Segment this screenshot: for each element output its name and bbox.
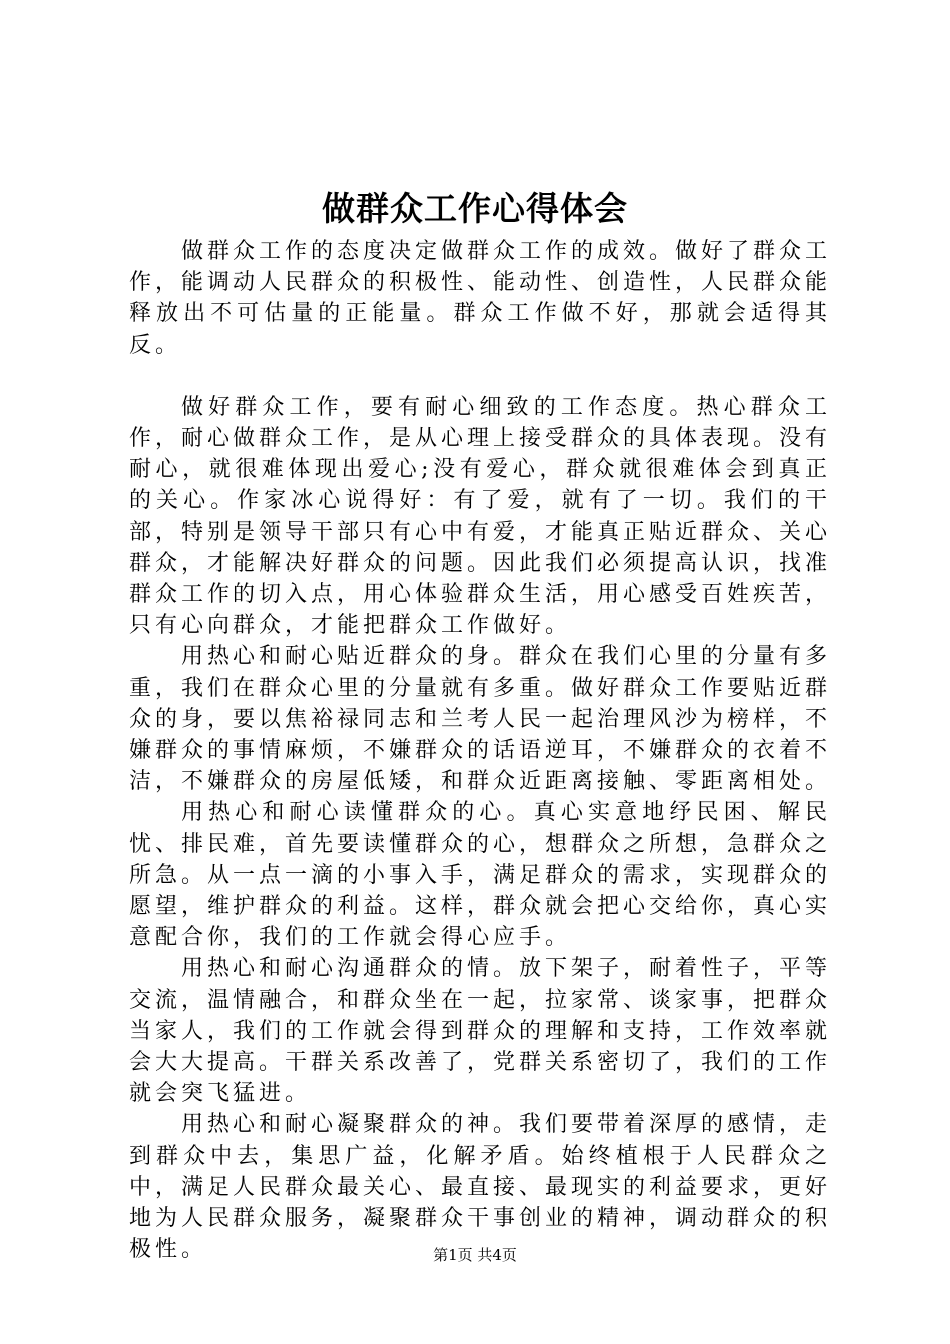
page-number-footer: 第1页 共4页 [433,1246,517,1264]
paragraph-understand-heart: 用热心和耐心读懂群众的心。真心实意地纾民困、解民忧、排民难，首先要读懂群众的心，想群众之所想，急群众之所急。从一点一滴的小事入手，满足群众的需求，实现群众的愿望，维护群众的利益。这样，群众就会把心交给你，真心实意配合你，我们的工作就会得心应手。 [129,800,832,951]
document-title: 做群众工作心得体会 [322,189,628,228]
paragraph-unite-spirit: 用热心和耐心凝聚群众的神。我们要带着深厚的感情，走到群众中去，集思广益，化解矛盾。始终植根于人民群众之中，满足人民群众最关心、最直接、最现实的利益要求，更好地为人民群众服务，凝聚群众干事创业的精神，调动群众的积极性。 [129,1112,832,1263]
paragraph-communicate: 用热心和耐心沟通群众的情。放下架子，耐着性子，平等交流，温情融合，和群众坐在一起，拉家常、谈家事，把群众当家人，我们的工作就会得到群众的理解和支持，工作效率就会大大提高。干群关系改善了，党群关系密切了，我们的工作就会突飞猛进。 [129,956,832,1107]
paragraph-close-to-body: 用热心和耐心贴近群众的身。群众在我们心里的分量有多重，我们在群众心里的分量就有多重。做好群众工作要贴近群众的身，要以焦裕禄同志和兰考人民一起治理风沙为榜样，不嫌群众的事情麻烦，不嫌群众的话语逆耳，不嫌群众的衣着不洁，不嫌群众的房屋低矮，和群众近距离接触、零距离相处。 [129,644,832,795]
document-body [129,236,831,1266]
paragraph-patience: 做好群众工作，要有耐心细致的工作态度。热心群众工作，耐心做群众工作，是从心理上接受群众的具体表现。没有耐心，就很难体现出爱心;没有爱心，群众就很难体会到真正的关心。作家冰心说得好：有了爱，就有了一切。我们的干部，特别是领导干部只有心中有爱，才能真正贴近群众、关心群众，才能解决好群众的问题。因此我们必须提高认识，找准群众工作的切入点，用心体验群众生活，用心感受百姓疾苦，只有心向群众，才能把群众工作做好。 [129,394,832,639]
paragraph-intro: 做群众工作的态度决定做群众工作的成效。做好了群众工作，能调动人民群众的积极性、能动性、创造性，人民群众能释放出不可估量的正能量。群众工作做不好，那就会适得其反。 [129,239,832,358]
